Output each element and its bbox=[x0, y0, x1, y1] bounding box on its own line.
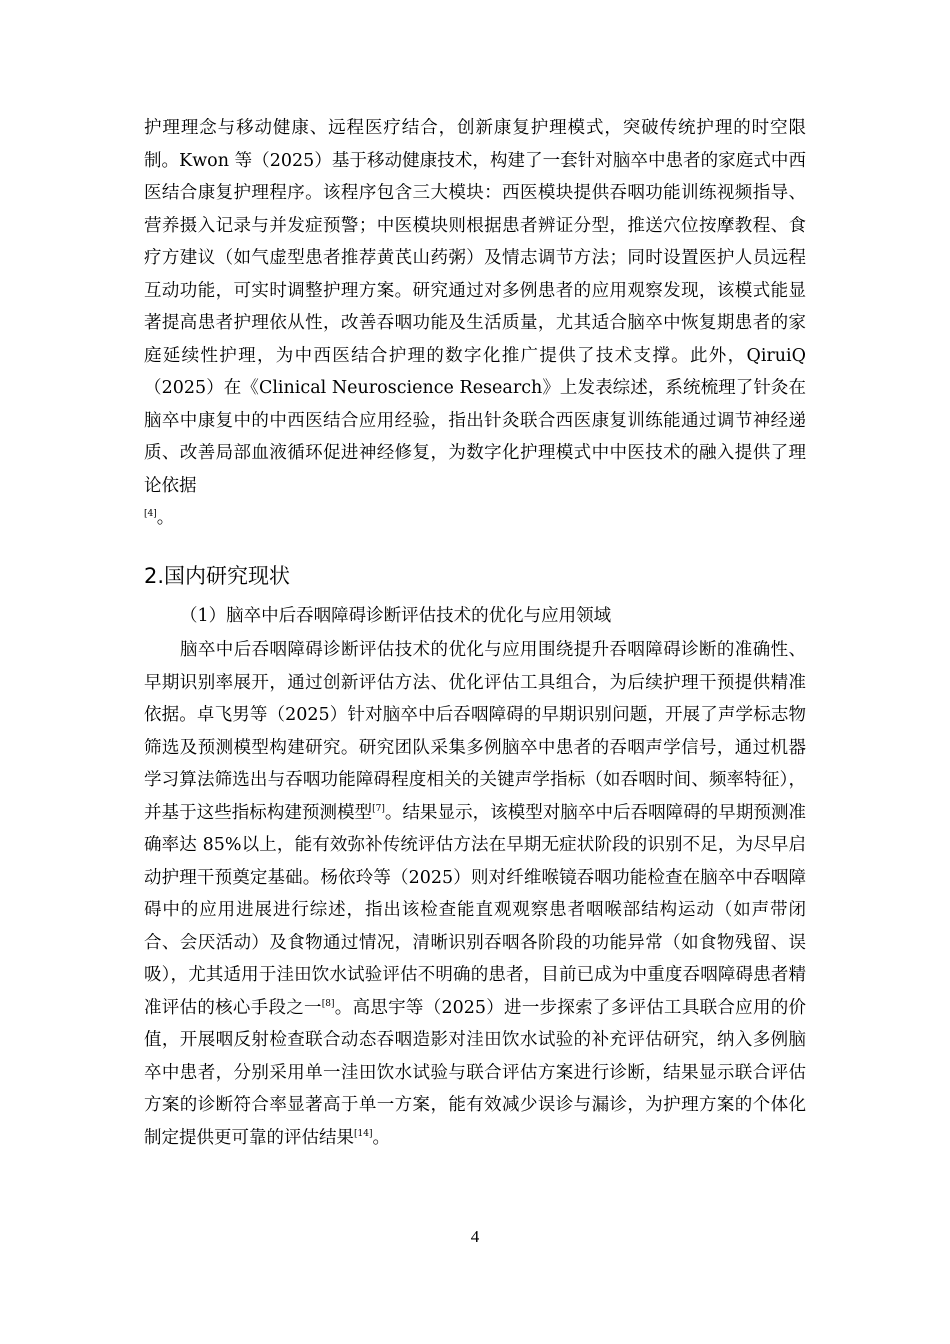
page-number: 4 bbox=[470, 1227, 480, 1246]
paragraph-end: 。 bbox=[156, 508, 175, 528]
citation-ref: [8] bbox=[321, 998, 335, 1009]
paragraph-dysphagia-assessment bbox=[144, 634, 806, 1154]
section-heading: 2.国内研究现状 bbox=[144, 564, 291, 588]
citation-ref: [7] bbox=[372, 803, 385, 814]
subsection-heading: （1）脑卒中后吞咽障碍诊断评估技术的优化与应用领域 bbox=[180, 606, 612, 626]
paragraph-end: 。 bbox=[372, 1127, 390, 1148]
citation-ref: [4] bbox=[144, 509, 157, 520]
paragraph-mobile-health-nursing bbox=[144, 112, 806, 535]
citation-ref: [14] bbox=[354, 1128, 373, 1139]
paragraph-text: 脑卒中后吞咽障碍诊断评估技术的优化与应用围绕提升吞咽障碍诊断的准确性、早期识别率展开，通过创新评估方法、优化评估工具组合，为后续护理干预提供精准依据。卓飞男等（2025）针对脑卒中后吞咽障碍的早期识别问题，开展了声学标志物筛选及预测模型构建研究。研究团队采集多例脑卒中患者的吞咽声学信号，通过机器学习算法筛选出与吞咽功能障碍程度相关的关键声学指标（如吞咽时间、频率特征），并基于这些指标构建预测模型 bbox=[144, 640, 806, 823]
paragraph-text: 。高思宇等（2025）进一步探索了多评估工具联合应用的价值，开展咽反射检查联合动态吞咽造影对洼田饮水试验的补充评估研究，纳入多例脑卒中患者，分别采用单一洼田饮水试验与联合评估方案进行诊断，结果显示联合评估方案的诊断符合率显著高于单一方案，能有效减少误诊与漏诊，为护理方案的个体化制定提供更可靠的评估结果 bbox=[144, 997, 806, 1148]
paragraph-text: 护理理念与移动健康、远程医疗结合，创新康复护理模式，突破传统护理的时空限制。Kwon 等（2025）基于移动健康技术，构建了一套针对脑卒中患者的家庭式中西医结合康复护理程序。该程序包含三大模块：西医模块提供吞咽功能训练视频指导、营养摄入记录与并发症预警；中医模块则根据患者辨证分型，推送穴位按摩教程、食疗方建议（如气虚型患者推荐黄芪山药粥）及情志调节方法；同时设置医护人员远程互动功能，可实时调整护理方案。研究通过对多例患者的应用观察发现，该模式能显著提高患者护理依从性，改善吞咽功能及生活质量，尤其适合脑卒中恢复期患者的家庭延续性护理，为中西医结合护理的数字化推广提供了技术支撑。此外，QiruiQ（2025）在《Clinical Neuroscience Research》上发表综述，系统梳理了针灸在脑卒中康复中的中西医结合应用经验，指出针灸联合西医康复训练能通过调节神经递质、改善局部血液循环促进神经修复，为数字化护理模式中中医技术的融入提供了理论依据 bbox=[144, 118, 806, 496]
paragraph-text: 。结果显示，该模型对脑卒中后吞咽障碍的早期预测准确率达 85%以上，能有效弥补传统评估方法在早期无症状阶段的识别不足，为尽早启动护理干预奠定基础。杨依玲等（2025）则对纤维喉镜吞咽功能检查在脑卒中吞咽障碍中的应用进展进行综述，指出该检查能直观观察患者咽喉部结构运动（如声带闭合、会厌活动）及食物通过情况，清晰识别吞咽各阶段的功能异常（如食物残留、误吸），尤其适用于洼田饮水试验评估不明确的患者，目前已成为中重度吞咽障碍患者精准评估的核心手段之一 bbox=[144, 802, 807, 1018]
